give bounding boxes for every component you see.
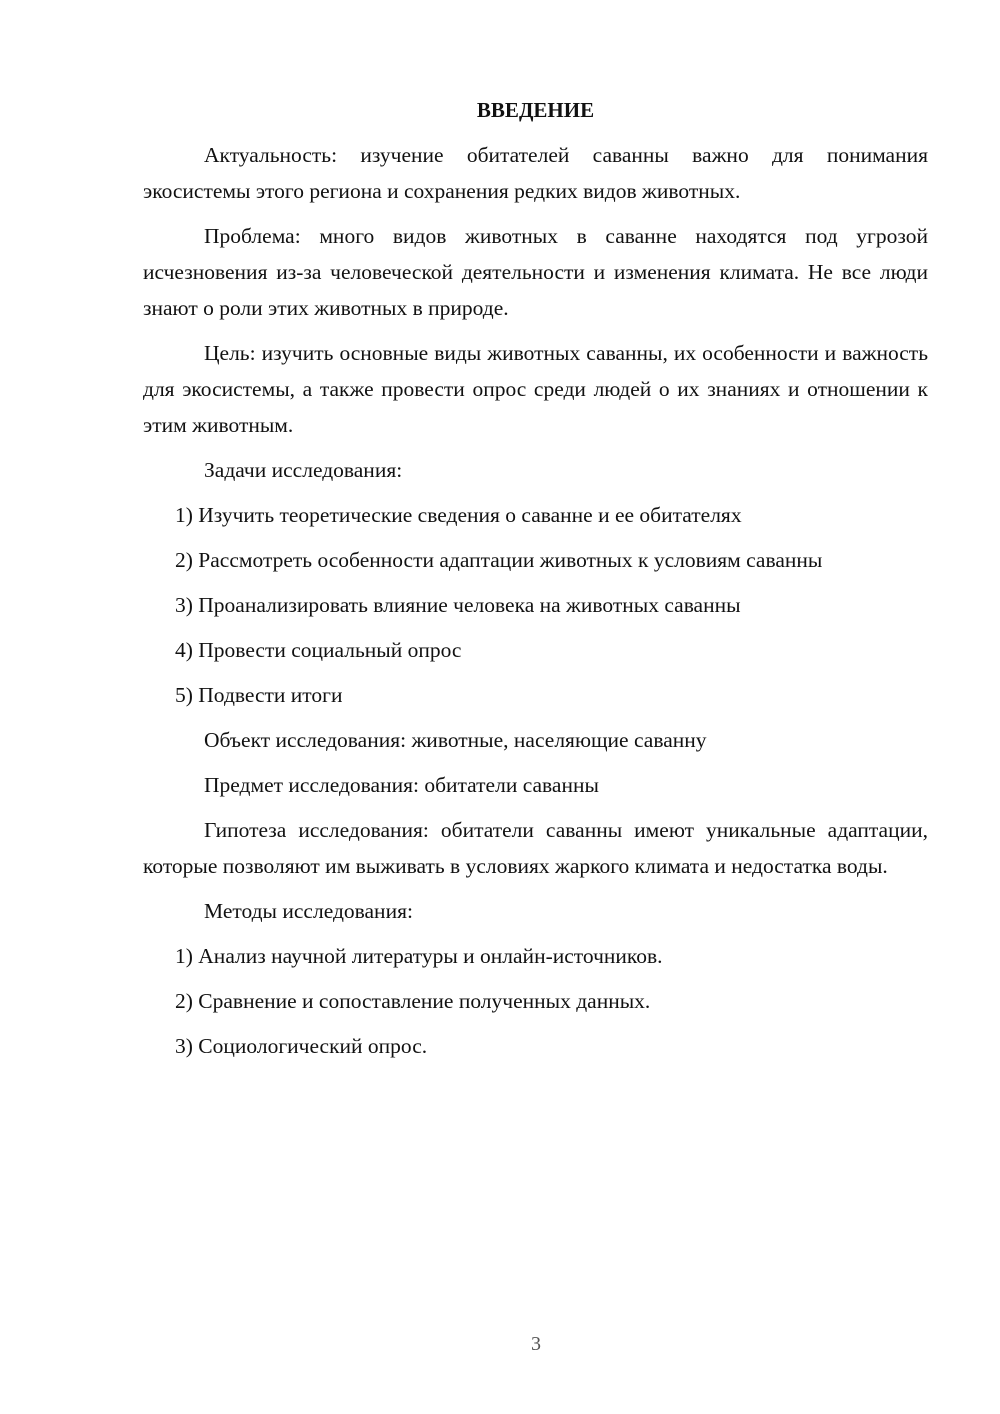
goal-paragraph: Цель: изучить основные виды животных саванны, их особенности и важность для экосистемы, а также провести опрос среди людей о их знаниях и отношении к этим животным.	[143, 341, 928, 437]
methods-heading: Методы исследования:	[204, 899, 413, 923]
list-item: 3) Социологический опрос.	[175, 1034, 428, 1058]
list-item: 1) Анализ научной литературы и онлайн-источников.	[175, 944, 663, 968]
tasks-heading: Задачи исследования:	[204, 458, 403, 482]
subject-line: Предмет исследования: обитатели саванны	[204, 773, 599, 797]
document-page	[143, 95, 928, 1073]
list-item: 5) Подвести итоги	[175, 683, 343, 707]
methods-list	[143, 938, 928, 1064]
hypothesis-paragraph: Гипотеза исследования: обитатели саванны имеют уникальные адаптации, которые позволяют им выживать в условиях жаркого климата и недостатка воды.	[143, 818, 928, 878]
list-item: 1) Изучить теоретические сведения о саванне и ее обитателях	[175, 503, 742, 527]
list-item: 3) Проанализировать влияние человека на животных саванны	[175, 593, 741, 617]
page-title: ВВЕДЕНИЕ	[476, 98, 595, 122]
object-line: Объект исследования: животные, населяющие саванну	[204, 728, 707, 752]
problem-paragraph: Проблема: много видов животных в саванне находятся под угрозой исчезновения из-за человеческой деятельности и изменения климата. Не все люди знают о роли этих животных в природе.	[143, 224, 928, 320]
list-item: 2) Рассмотреть особенности адаптации животных к условиям саванны	[175, 548, 823, 572]
list-item: 2) Сравнение и сопоставление полученных данных.	[175, 989, 651, 1013]
list-item: 4) Провести социальный опрос	[175, 638, 462, 662]
page-number: 3	[531, 1333, 541, 1355]
tasks-list	[143, 497, 928, 713]
relevance-paragraph: Актуальность: изучение обитателей саванны важно для понимания экосистемы этого региона и сохранения редких видов животных.	[143, 143, 928, 203]
